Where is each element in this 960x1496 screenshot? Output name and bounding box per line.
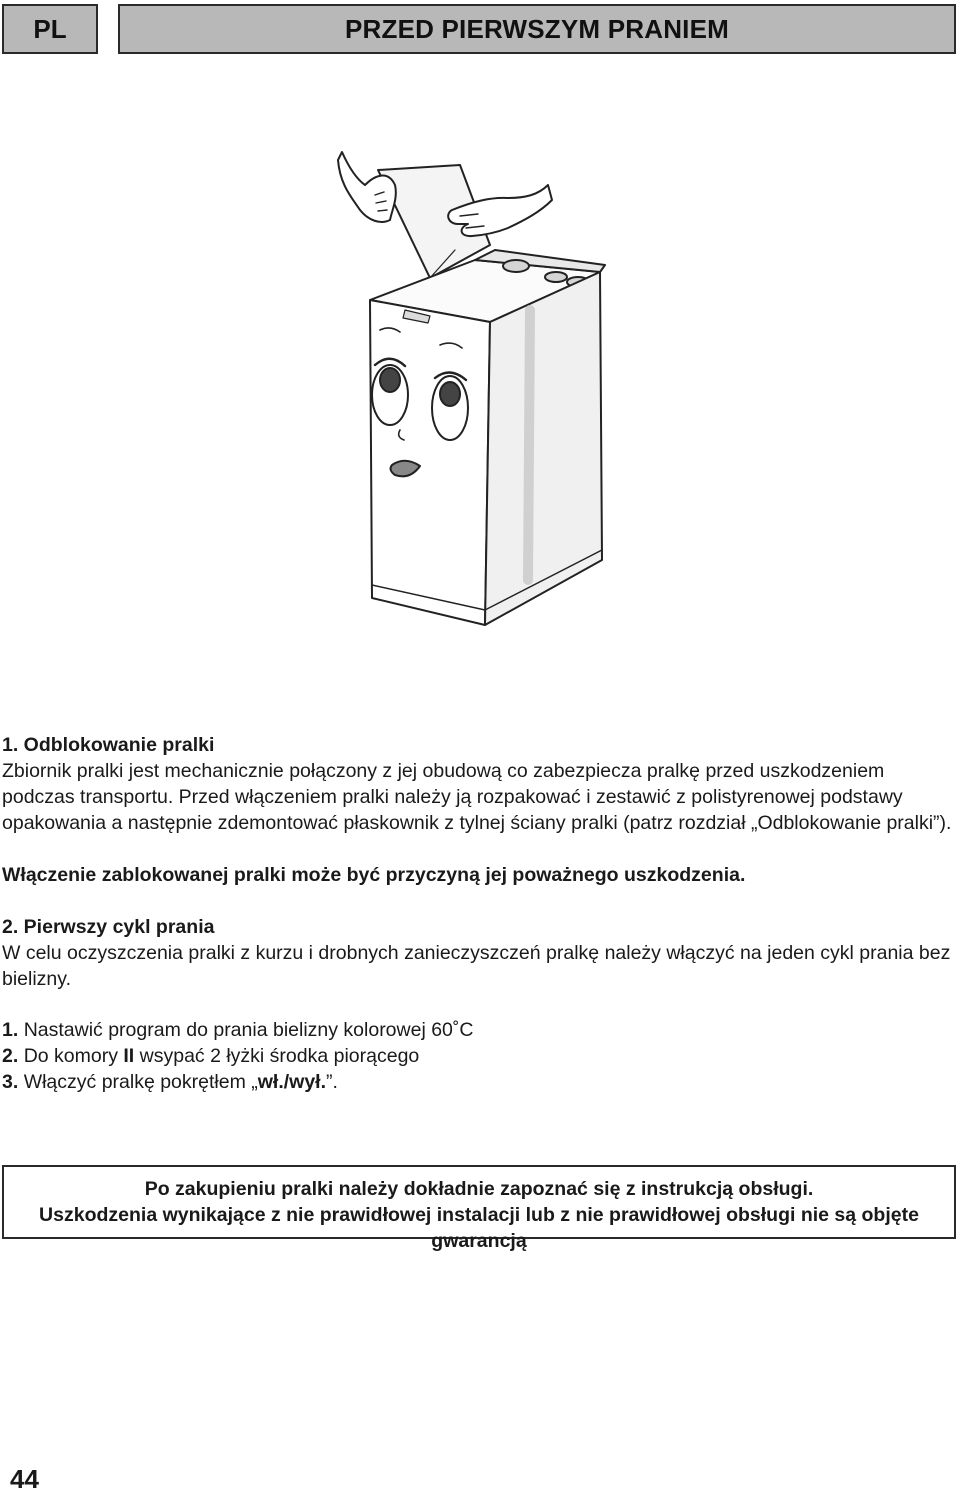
notice-line-1: Po zakupieniu pralki należy dokładnie zapoznać się z instrukcją obsługi. [144, 1178, 814, 1200]
step-item [2, 1043, 952, 1069]
page-title: PRZED PIERWSZYM PRANIEM [344, 13, 730, 44]
section-unlock [2, 732, 952, 836]
section-first-cycle-heading: 2. Pierwszy cykl prania [2, 916, 215, 938]
section-unlock-body: Zbiornik pralki jest mechanicznie połączony z jej obudową co zabezpiecza pralkę przed uszkodzeniem podczas transportu. Przed włączeniem pralki należy ją rozpakować i zestawić z polistyrenowej podstawy opakowania a następnie zdemontować płaskownik z tylnej ściany pralki (patrz rozdział „Odblokowanie pralki”). [2, 760, 952, 834]
warning-text [2, 862, 952, 888]
notice-line-2: Uszkodzenia wynikające z nie prawidłowej instalacji lub z nie prawidłowej obsługi nie są objęte gwarancją [39, 1204, 919, 1252]
page-title-bar [118, 4, 956, 54]
section-first-cycle-body: W celu oczyszczenia pralki z kurzu i drobnych zanieczyszczeń pralkę należy włączyć na jeden cykl prania bez bielizny. [2, 942, 951, 990]
step-number: 3. [2, 1071, 19, 1093]
language-badge [2, 4, 98, 54]
warning-line: Włączenie zablokowanej pralki może być przyczyną jej poważnego uszkodzenia. [2, 864, 746, 886]
warranty-notice-box [2, 1165, 956, 1252]
washing-machine-with-face-illustration [280, 140, 630, 640]
page-number: 44 [10, 1464, 39, 1494]
step-bold-text: wł./wył. [257, 1071, 327, 1093]
section-first-cycle [2, 914, 952, 992]
step-item [2, 1017, 952, 1043]
step-number: 1. [2, 1019, 19, 1041]
language-label: PL [33, 13, 67, 44]
step-bold-text: II [123, 1045, 135, 1067]
section-unlock-heading: 1. Odblokowanie pralki [2, 734, 215, 756]
step-text-end: wsypać 2 łyżki środka piorącego [134, 1045, 420, 1067]
step-number: 2. [2, 1045, 19, 1067]
step-item [2, 1069, 952, 1095]
step-text: Do komory [23, 1045, 124, 1067]
steps-list [2, 1017, 952, 1095]
step-text-end: ”. [326, 1071, 338, 1093]
step-text: Nastawić program do prania bielizny kolorowej 60˚C [23, 1019, 474, 1041]
step-text: Włączyć pralkę pokrętłem „ [23, 1071, 258, 1093]
